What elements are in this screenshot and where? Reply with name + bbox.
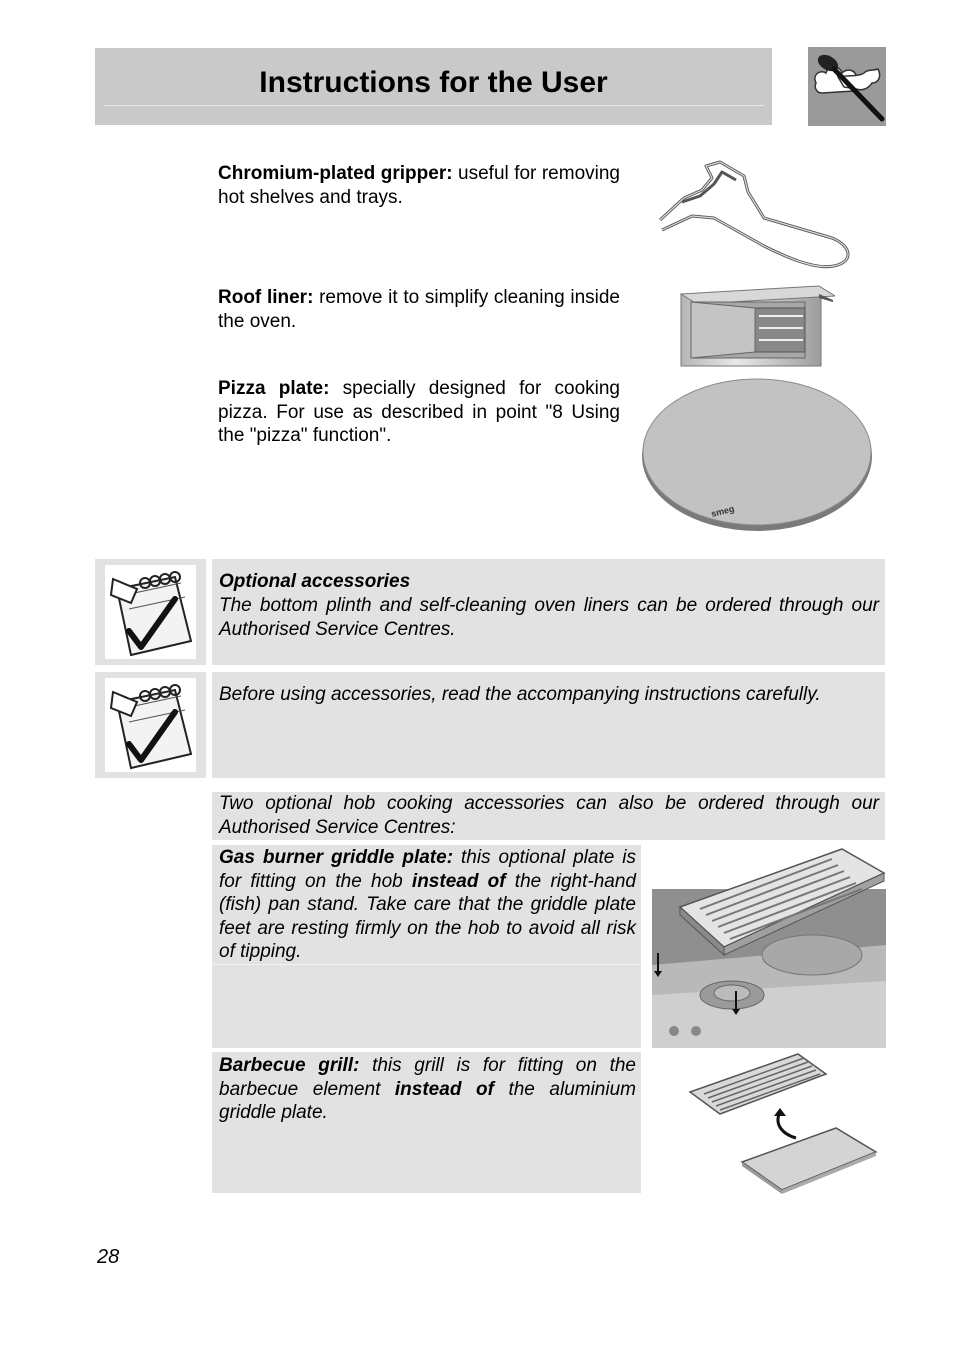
barbecue-grill-description bbox=[219, 1054, 636, 1125]
page-title: Instructions for the User bbox=[259, 66, 608, 99]
notepad-check-icon bbox=[95, 672, 206, 778]
notepad-check-icon bbox=[95, 559, 206, 665]
pizza-brand-logo: smeg bbox=[710, 503, 736, 519]
griddle-plate-box bbox=[212, 845, 641, 1048]
roof-liner-label: Roof liner: bbox=[218, 287, 314, 308]
read-instructions-note bbox=[212, 672, 885, 778]
griddle-plate-sep: : bbox=[446, 847, 454, 868]
gripper-text: useful for removing hot shelves and trays. bbox=[218, 163, 620, 208]
optional-accessories-note bbox=[212, 559, 885, 665]
barbecue-grill-emphasis: instead of bbox=[394, 1078, 494, 1100]
griddle-plate-emphasis: instead of bbox=[411, 870, 506, 892]
barbecue-grill-text-cont: the aluminium griddle plate. bbox=[219, 1078, 636, 1123]
spoon-chef-icon bbox=[808, 47, 886, 126]
griddle-plate-description bbox=[219, 846, 636, 964]
gripper-image bbox=[654, 158, 858, 274]
barbecue-grill-image bbox=[686, 1052, 880, 1196]
gripper-label: Chromium-plated gripper: bbox=[218, 163, 453, 184]
roof-liner-text: remove it to simplify cleaning inside the oven. bbox=[218, 287, 620, 332]
hob-intro-box bbox=[212, 792, 885, 840]
gripper-description bbox=[218, 162, 620, 209]
note-title: Optional accessories bbox=[219, 571, 411, 592]
note-text: The bottom plinth and self-cleaning oven liners can be ordered through our Authorised Service Centres. bbox=[219, 595, 879, 640]
griddle-plate-label: Gas burner griddle plate bbox=[219, 847, 447, 868]
divider bbox=[212, 964, 641, 965]
note-text: Before using accessories, read the accompanying instructions carefully. bbox=[219, 684, 821, 705]
griddle-plate-image bbox=[652, 845, 886, 1048]
pizza-plate-description bbox=[218, 377, 620, 448]
roof-liner-image bbox=[679, 284, 835, 368]
note-icon-box bbox=[95, 672, 206, 778]
note-icon-box bbox=[95, 559, 206, 665]
pizza-plate-label: Pizza plate: bbox=[218, 378, 330, 399]
pizza-plate-text: specially designed for cooking pizza. For use as described in point "8 Using the "pizza" function". bbox=[218, 378, 620, 446]
barbecue-grill-label: Barbecue grill: bbox=[219, 1055, 360, 1076]
barbecue-grill-box bbox=[212, 1052, 641, 1193]
griddle-plate-text: this optional plate is for fitting on the hob bbox=[219, 847, 636, 892]
barbecue-grill-text: this grill is for fitting on the barbecue element bbox=[219, 1055, 636, 1100]
pizza-plate-image bbox=[640, 375, 874, 533]
page-number: 28 bbox=[97, 1246, 120, 1268]
griddle-plate-text-cont: the right-hand (fish) pan stand. Take care that the griddle plate feet are resting firmly on the hob to avoid all risk of tipping. bbox=[219, 870, 636, 962]
hob-intro-text: Two optional hob cooking accessories can also be ordered through our Authorised Service Centres: bbox=[219, 793, 879, 838]
roof-liner-description bbox=[218, 286, 620, 333]
